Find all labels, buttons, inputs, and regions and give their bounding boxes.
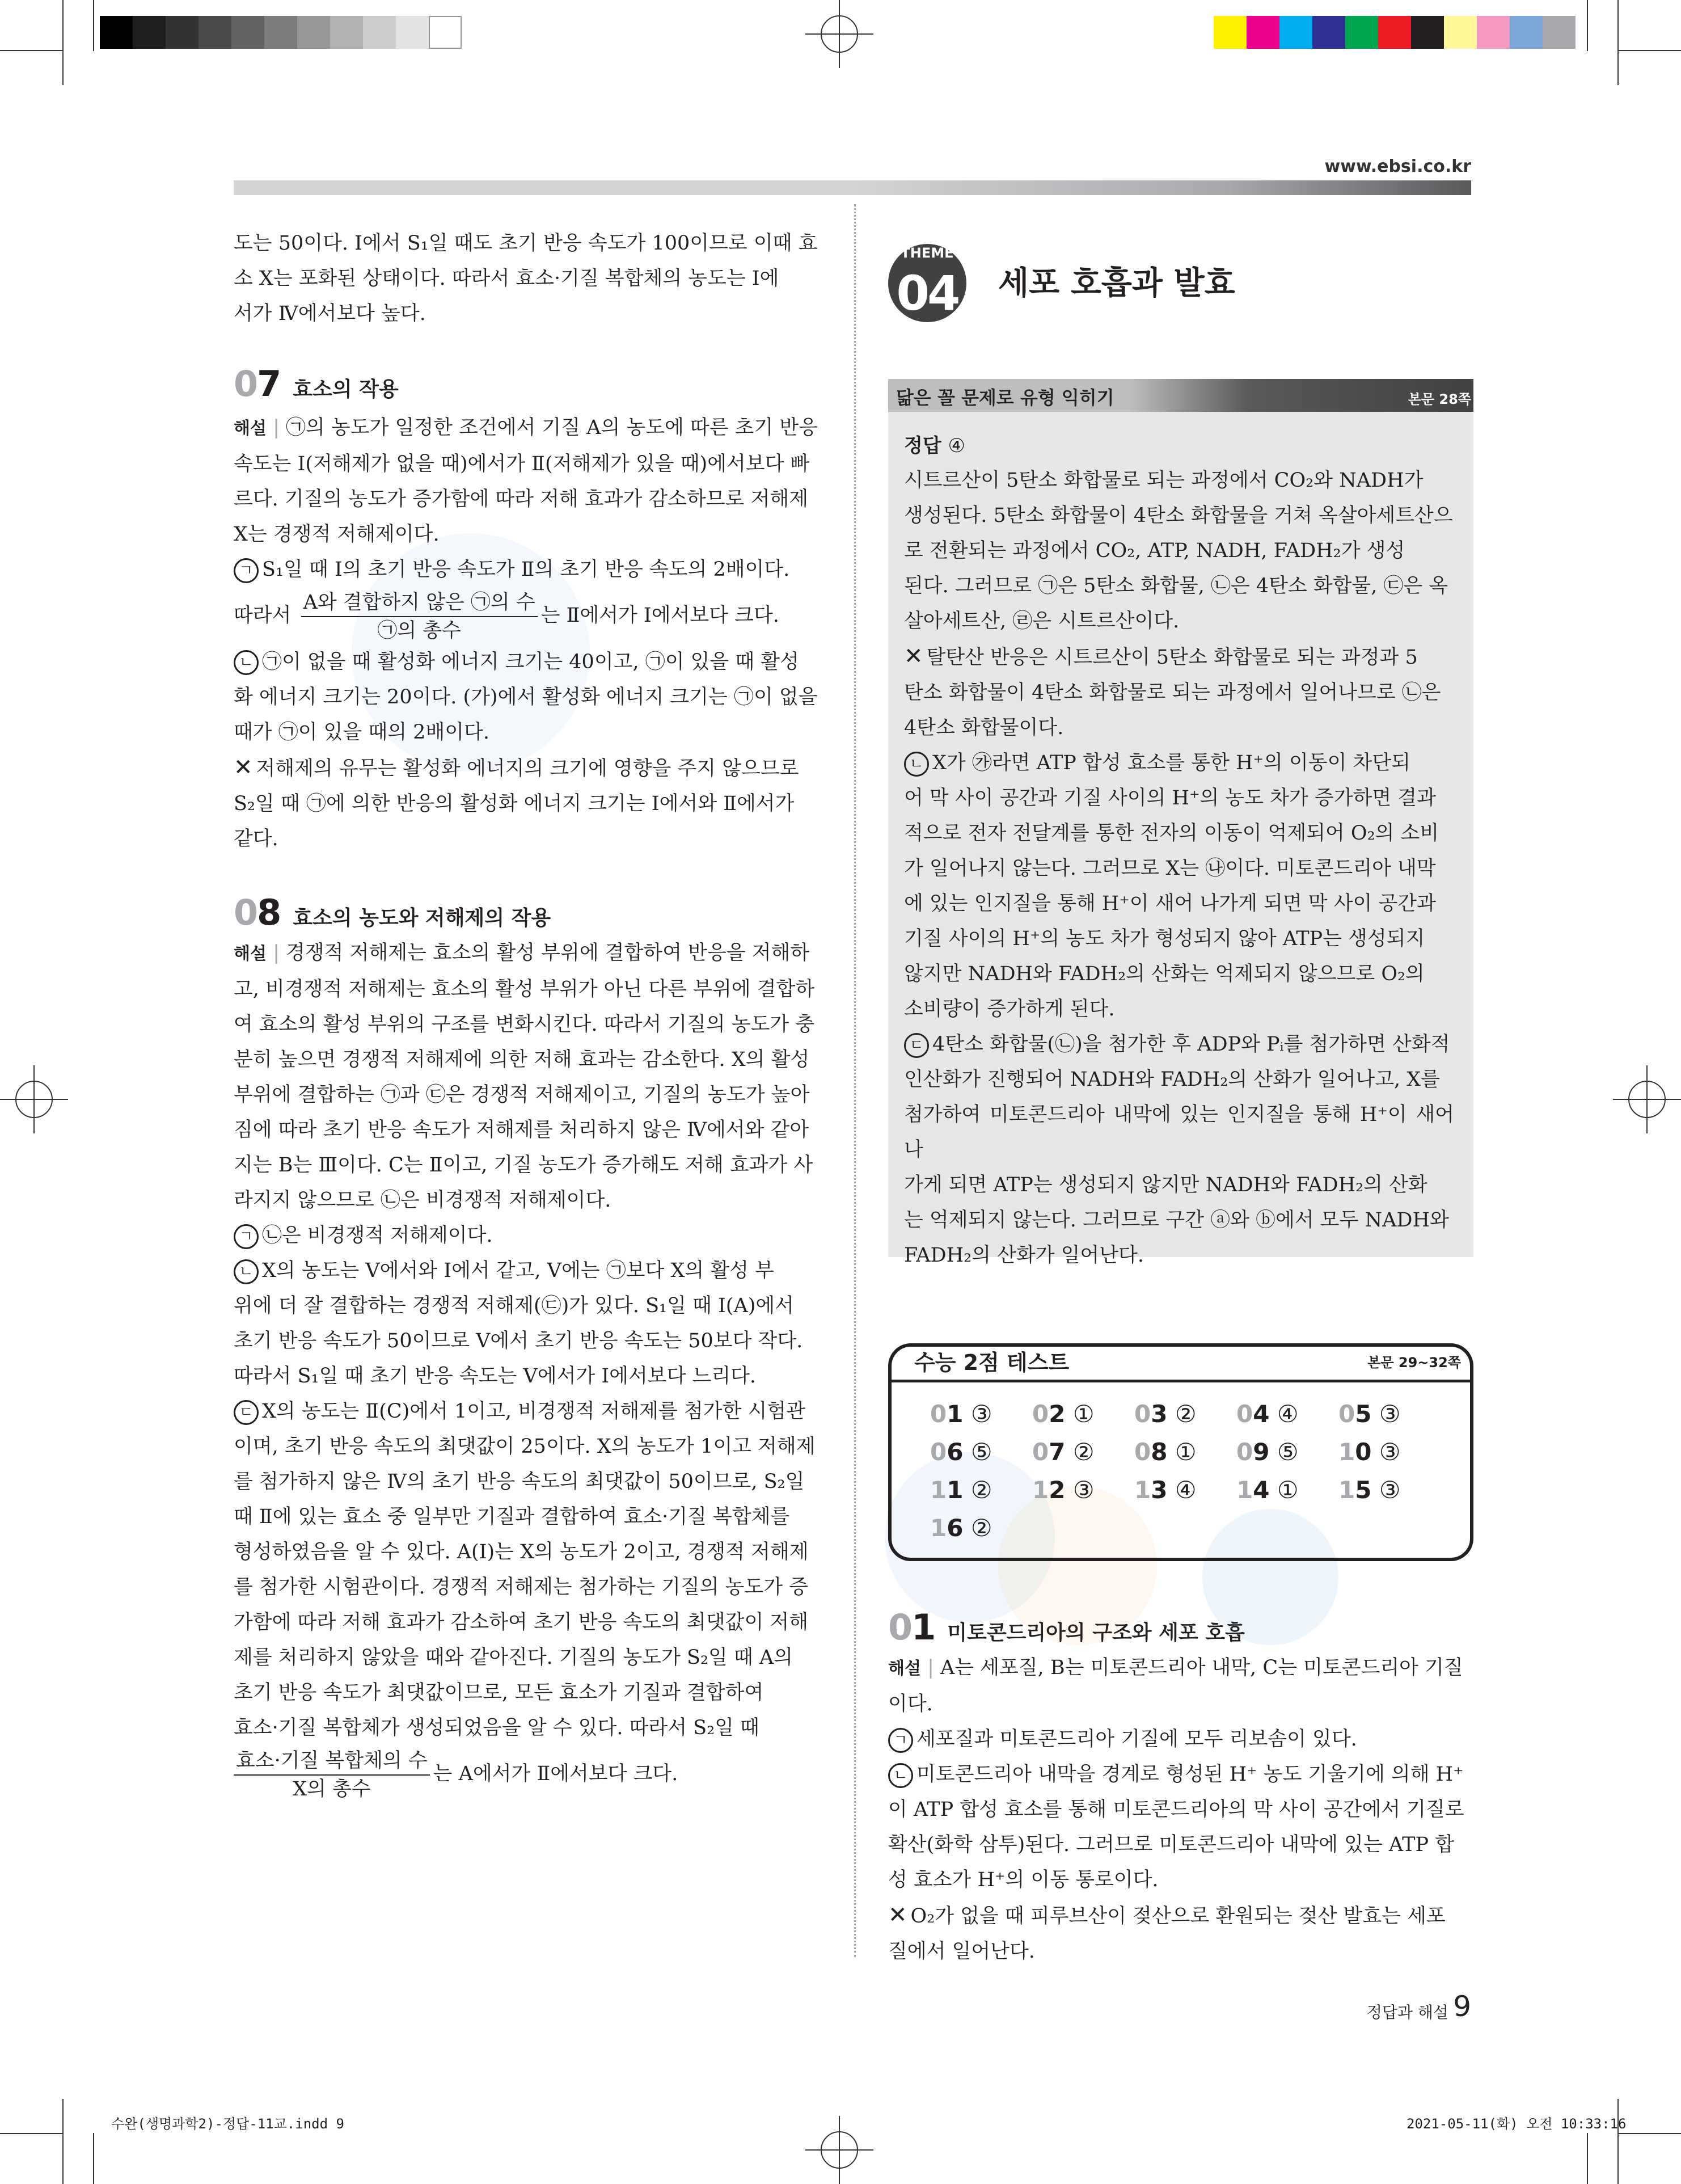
similar-problem-page-ref: 본문 28쪽 bbox=[1408, 391, 1471, 407]
wrong-mark-icon: ✕ bbox=[904, 643, 923, 669]
explanation-line: 라지지 않으므로 ㉡은 비경쟁적 저해제이다. bbox=[234, 1189, 611, 1212]
choice-mark: ㄷ bbox=[234, 1400, 259, 1425]
explanation-line: 이다. bbox=[888, 1693, 933, 1715]
answer-choice: ② bbox=[970, 1514, 992, 1542]
fraction: $\frac{\text{효소·기질 복합체의 수}}{\text{X의 총수}}$ bbox=[234, 1747, 430, 1803]
registration-mark-left bbox=[0, 1065, 68, 1133]
answer-number: 15 bbox=[1338, 1476, 1372, 1504]
answer-number: 02 bbox=[1032, 1400, 1066, 1428]
answer-number: 13 bbox=[1134, 1476, 1168, 1504]
choice-text: 이며, 초기 반응 속도의 최댓값이 25이다. X의 농도가 1이고 저해제 bbox=[234, 1435, 816, 1458]
choice-text: 탄소 화합물이 4탄소 화합물로 되는 과정에서 일어나므로 ㉡은 bbox=[904, 681, 1441, 704]
answer-choice: ② bbox=[1175, 1400, 1197, 1428]
choice-mark: ㄴ bbox=[234, 650, 259, 675]
choice-text: 초기 반응 속도가 최댓값이므로, 모든 효소가 기질과 결합하여 bbox=[234, 1681, 764, 1704]
choice-text: X의 농도는 Ⅱ(C)에서 1이고, 비경쟁적 저해제를 첨가한 시험관 bbox=[262, 1400, 805, 1423]
choice-text: 화 에너지 크기는 20이다. (가)에서 활성화 에너지 크기는 ㉠이 없을 bbox=[234, 685, 818, 709]
explanation-line: 르다. 기질의 농도가 증가함에 따라 저해 효과가 감소하므로 저해제 bbox=[234, 488, 809, 511]
choice-text: 초기 반응 속도가 50이므로 Ⅴ에서 초기 반응 속도는 50보다 작다. bbox=[234, 1330, 803, 1352]
choice-text: 첨가하여 미토콘드리아 내막에 있는 인지질을 통해 H⁺이 새어 나 bbox=[904, 1103, 1454, 1161]
similar-problem-body bbox=[904, 429, 1454, 1273]
choice-text: 를 첨가하지 않은 Ⅳ의 초기 반응 속도의 최댓값이 50이므로, S₂일 bbox=[234, 1470, 805, 1493]
solution-line: 된다. 그러므로 ㉠은 5탄소 화합물, ㉡은 4탄소 화합물, ㉢은 옥 bbox=[904, 575, 1448, 597]
choice-text: 는 A에서가 Ⅱ에서보다 크다. bbox=[433, 1763, 678, 1785]
registration-mark-right bbox=[1613, 1065, 1681, 1133]
solution-line: 생성된다. 5탄소 화합물이 4탄소 화합물을 거쳐 옥살아세트산으 bbox=[904, 504, 1453, 527]
explanation-line: 분히 높으면 경쟁적 저해제에 의한 저해 효과는 감소한다. X의 활성 bbox=[234, 1048, 810, 1071]
answer-cell bbox=[1338, 1400, 1441, 1428]
choice-mark: ㄱ bbox=[888, 1728, 913, 1753]
choice-text: 에 있는 인지질을 통해 H⁺이 새어 나가게 되면 막 사이 공간과 bbox=[904, 892, 1436, 915]
question-title: 효소의 농도와 저해제의 작용 bbox=[293, 907, 551, 930]
registration-mark-top bbox=[805, 0, 873, 68]
column-separator bbox=[854, 204, 856, 1957]
page-number: 9 bbox=[1453, 1990, 1471, 2023]
question-number: 07 bbox=[234, 363, 281, 404]
answer-choice: ① bbox=[1277, 1476, 1299, 1504]
choice-text: 4탄소 화합물(㉡)을 첨가한 후 ADP와 Pᵢ를 첨가하면 산화적 bbox=[932, 1033, 1450, 1056]
choice-mark: ㄱ bbox=[234, 558, 259, 583]
answer-key-grid bbox=[930, 1400, 1441, 1542]
choice-text: 미토콘드리아 내막을 경계로 형성된 H⁺ 농도 기울기에 의해 H⁺ bbox=[916, 1763, 1464, 1786]
answer-choice: ① bbox=[1072, 1400, 1095, 1428]
intro-line: 소 X는 포화된 상태이다. 따라서 효소·기질 복합체의 농도는 Ⅰ에 bbox=[234, 267, 779, 290]
explanation-line: 부위에 결합하는 ㉠과 ㉢은 경쟁적 저해제이고, 기질의 농도가 높아 bbox=[234, 1083, 810, 1106]
answer-number: 12 bbox=[1032, 1476, 1066, 1504]
registration-mark-bottom bbox=[805, 2116, 873, 2184]
solution-line: 살아세트산, ㉣은 시트르산이다. bbox=[904, 610, 1180, 633]
answer-cell bbox=[1236, 1438, 1338, 1466]
answer-cell bbox=[930, 1514, 1032, 1542]
answer-number: 01 bbox=[930, 1400, 964, 1428]
choice-text: 기질 사이의 H⁺의 농도 차가 형성되지 않아 ATP는 생성되지 bbox=[904, 927, 1425, 950]
answer-choice: ③ bbox=[1379, 1400, 1401, 1428]
answer-cell bbox=[930, 1400, 1032, 1428]
answer-cell bbox=[1134, 1400, 1236, 1428]
choice-text: 성 효소가 H⁺의 이동 통로이다. bbox=[888, 1869, 1159, 1891]
answer-choice: ② bbox=[1072, 1438, 1095, 1466]
choice-text: O₂가 없을 때 피루브산이 젖산으로 환원되는 젖산 발효는 세포 bbox=[910, 1905, 1446, 1928]
explanation-line: X는 경쟁적 저해제이다. bbox=[234, 523, 440, 546]
explanation-tag: 해설 bbox=[234, 944, 267, 964]
choice-text: FADH₂의 산화가 일어난다. bbox=[904, 1244, 1144, 1267]
answer-number: 09 bbox=[1236, 1438, 1270, 1466]
answer-key-title: 수능 2점 테스트 bbox=[914, 1350, 1070, 1375]
answer-value: ④ bbox=[948, 435, 966, 457]
choice-text: 는 억제되지 않는다. 그러므로 구간 ⓐ와 ⓑ에서 모두 NADH와 bbox=[904, 1209, 1449, 1232]
header-bar-left bbox=[234, 180, 858, 195]
choice-text: ㉠이 없을 때 활성화 에너지 크기는 40이고, ㉠이 있을 때 활성 bbox=[262, 650, 799, 673]
answer-cell bbox=[1338, 1476, 1441, 1504]
answer-choice: ② bbox=[970, 1476, 992, 1504]
question-01-heading bbox=[888, 1607, 1473, 1648]
choice-text: 때 Ⅱ에 있는 효소 중 일부만 기질과 결합하여 효소·기질 복합체를 bbox=[234, 1506, 790, 1528]
explanation-line: 여 효소의 활성 부위의 구조를 변화시킨다. 따라서 기질의 농도가 충 bbox=[234, 1013, 815, 1036]
left-intro bbox=[234, 226, 820, 331]
choice-text: 효소·기질 복합체가 생성되었음을 알 수 있다. 따라서 S₂일 때 bbox=[234, 1717, 759, 1739]
choice-text: 적으로 전자 전달계를 통한 전자의 이동이 억제되어 O₂의 소비 bbox=[904, 822, 1439, 845]
answer-number: 04 bbox=[1236, 1400, 1270, 1428]
intro-line: 도는 50이다. Ⅰ에서 S₁일 때도 초기 반응 속도가 100이므로 이때 효 bbox=[234, 232, 818, 255]
answer-number: 05 bbox=[1338, 1400, 1372, 1428]
explanation-line: A는 세포질, B는 미토콘드리아 내막, C는 미토콘드리아 기질 bbox=[940, 1656, 1463, 1679]
explanation-line: ㉠의 농도가 일정한 조건에서 기질 A의 농도에 따른 초기 반응 bbox=[286, 416, 818, 439]
answer-choice: ③ bbox=[1379, 1476, 1401, 1504]
answer-cell bbox=[1338, 1438, 1441, 1466]
answer-choice: ⑤ bbox=[1277, 1438, 1299, 1466]
choice-text: 질에서 일어난다. bbox=[888, 1940, 1035, 1963]
answer-cell bbox=[1134, 1438, 1236, 1466]
explanation-tag: 해설 bbox=[888, 1659, 921, 1679]
answer-number: 14 bbox=[1236, 1476, 1270, 1504]
answer-cell bbox=[1032, 1476, 1134, 1504]
answer-number: 06 bbox=[930, 1438, 964, 1466]
theme-number: 04 bbox=[896, 265, 958, 321]
answer-choice: ③ bbox=[1379, 1438, 1401, 1466]
answer-number: 03 bbox=[1134, 1400, 1168, 1428]
explanation-line: 경쟁적 저해제는 효소의 활성 부위에 결합하여 반응을 저해하 bbox=[286, 942, 810, 964]
question-title: 미토콘드리아의 구조와 세포 호흡 bbox=[947, 1621, 1245, 1645]
answer-number: 07 bbox=[1032, 1438, 1066, 1466]
question-number: 08 bbox=[234, 892, 281, 933]
choice-mark: ㄴ bbox=[904, 752, 929, 777]
explanation-line: 짐에 따라 초기 반응 속도가 저해제를 처리하지 않은 Ⅳ에서와 같아 bbox=[234, 1119, 809, 1141]
choice-mark: ㄱ bbox=[234, 1224, 259, 1249]
question-number: 01 bbox=[888, 1607, 935, 1648]
wrong-mark-icon: ✕ bbox=[888, 1902, 907, 1928]
answer-cell bbox=[1032, 1400, 1134, 1428]
answer-choice: ③ bbox=[1072, 1476, 1095, 1504]
intro-line: 서가 Ⅳ에서보다 높다. bbox=[234, 302, 426, 325]
choice-text: S₁일 때 Ⅰ의 초기 반응 속도가 Ⅱ의 초기 반응 속도의 2배이다. bbox=[262, 558, 790, 581]
choice-text: 따라서 bbox=[234, 604, 292, 627]
choice-text: 가게 되면 ATP는 생성되지 않지만 NADH와 FADH₂의 산화 bbox=[904, 1174, 1427, 1196]
theme-label: THEME bbox=[901, 245, 954, 261]
question-title: 효소의 작용 bbox=[293, 378, 399, 401]
answer-number: 11 bbox=[930, 1476, 964, 1504]
explanation-tag: 해설 bbox=[234, 419, 267, 439]
answer-cell bbox=[930, 1438, 1032, 1466]
choice-text: 가 일어나지 않는다. 그러므로 X는 ㉯이다. 미토콘드리아 내막 bbox=[904, 857, 1436, 880]
choice-text: 세포질과 미토콘드리아 기질에 모두 리보솜이 있다. bbox=[916, 1728, 1357, 1751]
answer-cell bbox=[930, 1476, 1032, 1504]
print-timestamp: 2021-05-11(화) 오전 10:33:16 bbox=[1407, 2116, 1627, 2132]
answer-label: 정답 bbox=[904, 435, 941, 457]
choice-text: 저해제의 유무는 활성화 에너지의 크기에 영향을 주지 않으므로 bbox=[256, 757, 799, 780]
choice-text: 탈탄산 반응은 시트르산이 5탄소 화합물로 되는 과정과 5 bbox=[926, 646, 1418, 669]
choice-text: X의 농도는 Ⅴ에서와 Ⅰ에서 같고, Ⅴ에는 ㉠보다 X의 활성 부 bbox=[262, 1259, 774, 1282]
answer-choice: ① bbox=[1175, 1438, 1197, 1466]
wrong-mark-icon: ✕ bbox=[234, 754, 253, 781]
choice-text: 이 ATP 합성 효소를 통해 미토콘드리아의 막 사이 공간에서 기질로 bbox=[888, 1798, 1464, 1821]
question-08: 08 효소의 농도와 저해제의 작용 해설 | 경쟁적 저해제는 효소의 활성 부위에 결합하여 반응을 저해하 고, 비경쟁적 저해제는 효소의 활성 부위가 아닌 다른 부위에 결합하 여 효소의 활성 부위의 구조를 변화시킨다. 따라서 기질의 농도가 충 분히 높으면 경쟁적 저해제에 의한 저해 효과는 감소한다. X의 활성 부위에 결합하는 ㉠과 ㉢은 경쟁적 저해제이고, 기질의 농도가 높아 짐에 따라 초기 반응 속도가 저해제를 처리하지 않은 Ⅳ에서와 같아 지는 B는 Ⅲ이다. C는 Ⅱ이고, 기질 농도가 증가해도 저해 효과가 사 라지지 않으므로 ㉡은 비경쟁적 저해제이다. ㄱ ㉡은 비경쟁적 저해제이다. ㄴ X의 농도는 Ⅴ에서와 Ⅰ에서 같고, Ⅴ에는 ㉠보다 X의 활성 부 위에 더 잘 결합하는 경쟁적 저해제(㉢)가 있다. S₁일 때 Ⅰ(A)에서 초기 반응 속도가 50이므로 Ⅴ에서 초기 반응 속도는 50보다 작다. 따라서 S₁일 때 초기 반응 속도는 Ⅴ에서가 Ⅰ에서보다 느리다. ㄷ X의 농도는 Ⅱ(C)에서 1이고, 비경쟁적 저해제를 첨가한 시험관 이며, 초기 반응 속도의 최댓값이 25이다. X의 농도가 1이고 저해제 를 첨가하지 않은 Ⅳ의 초기 반응 속도의 최댓값이 50이므로, S₂일 때 Ⅱ에 있는 효소 중 일부만 기질과 결합하여 효소·기질 복합체를 형성하였음을 알 수 있다. A(Ⅰ)는 X의 농도가 2이고, 경쟁적 저해제 를 첨가한 시험관이다. 경쟁적 저해제는 첨가하는 기질의 농도가 증 가함에 따라 저해 효과가 감소하여 초기 반응 속도의 최댓값이 저해 제를 처리하지 않았을 때와 같아진다. 기질의 농도가 S₂일 때 A의 초기 반응 속도가 최댓값이므로, 모든 효소가 기질과 결합하여 효소·기질 복합체가 생성되었음을 알 수 있다. 따라서 S₂일 때 $\frac{\text{효소·기질 복합체의 수}}{\text{X의 총수}}$ 는 A에서가 Ⅱ에서보다 크다. bbox=[234, 892, 820, 1803]
choice-text: 어 막 사이 공간과 기질 사이의 H⁺의 농도 차가 증가하면 결과 bbox=[904, 787, 1436, 809]
choice-text: 4탄소 화합물이다. bbox=[904, 716, 1064, 739]
answer-choice: ④ bbox=[1175, 1476, 1197, 1504]
choice-text: 제를 처리하지 않았을 때와 같아진다. 기질의 농도가 S₂일 때 A의 bbox=[234, 1646, 793, 1669]
choice-text: 형성하였음을 알 수 있다. A(Ⅰ)는 X의 농도가 2이고, 경쟁적 저해제 bbox=[234, 1541, 809, 1563]
answer-key-divider bbox=[892, 1380, 1470, 1382]
choice-text: X가 ㉮라면 ATP 합성 효소를 통한 H⁺의 이동이 차단되 bbox=[932, 752, 1410, 774]
fraction: $\frac{\text{A와 결합하지 않은 ㉠의 수}}{\text{㉠의 총수}}$ bbox=[301, 589, 538, 644]
explanation-line: 속도는 Ⅰ(저해제가 없을 때)에서가 Ⅱ(저해제가 있을 때)에서보다 빠 bbox=[234, 453, 810, 475]
answer-cell bbox=[1236, 1476, 1338, 1504]
question-08-heading bbox=[234, 892, 820, 933]
choice-text: 는 Ⅱ에서가 Ⅰ에서보다 크다. bbox=[540, 604, 779, 627]
footer-label: 정답과 해설 bbox=[1366, 2003, 1448, 2022]
question-01: 01 미토콘드리아의 구조와 세포 호흡 해설 | A는 세포질, B는 미토콘드리아 내막, C는 미토콘드리아 기질 이다. ㄱ 세포질과 미토콘드리아 기질에 모두 리보솜이 있다. ㄴ 미토콘드리아 내막을 경계로 형성된 H⁺ 농도 기울기에 의해 H⁺ 이 ATP 합성 효소를 통해 미토콘드리아의 막 사이 공간에서 기질로 확산(화학 삼투)된다. 그러므로 미토콘드리아 내막에 있는 ATP 합 성 효소가 H⁺의 이동 통로이다. ✕ O₂가 없을 때 피루브산이 젖산으로 환원되는 젖산 발효는 세포 질에서 일어난다. bbox=[888, 1607, 1473, 1969]
choice-text: 가함에 따라 저해 효과가 감소하여 초기 반응 속도의 최댓값이 저해 bbox=[234, 1611, 809, 1634]
answer-cell bbox=[1236, 1400, 1338, 1428]
solution-line: 로 전환되는 과정에서 CO₂, ATP, NADH, FADH₂가 생성 bbox=[904, 539, 1405, 562]
choice-mark: ㄴ bbox=[888, 1763, 913, 1788]
site-url: www.ebsi.co.kr bbox=[1324, 157, 1471, 176]
similar-problem-title: 닮은 꼴 문제로 유형 익히기 bbox=[896, 387, 1114, 408]
answer-number: 08 bbox=[1134, 1438, 1168, 1466]
choice-text: 확산(화학 삼투)된다. 그러므로 미토콘드리아 내막에 있는 ATP 합 bbox=[888, 1833, 1455, 1856]
choice-text: S₂일 때 ㉠에 의한 반응의 활성화 에너지 크기는 Ⅰ에서와 Ⅱ에서가 bbox=[234, 792, 795, 815]
header-bar-right bbox=[858, 180, 1471, 195]
choice-text: 같다. bbox=[234, 827, 278, 850]
answer-choice: ④ bbox=[1277, 1400, 1299, 1428]
choice-text: 를 첨가한 시험관이다. 경쟁적 저해제는 첨가하는 기질의 농도가 증 bbox=[234, 1576, 809, 1599]
solution-line: 시트르산이 5탄소 화합물로 되는 과정에서 CO₂와 NADH가 bbox=[904, 469, 1424, 492]
file-slug: 수완(생명과학2)-정답-11교.indd 9 bbox=[111, 2116, 344, 2132]
answer-cell bbox=[1134, 1476, 1236, 1504]
answer-number: 10 bbox=[1338, 1438, 1372, 1466]
choice-text: 때가 ㉠이 있을 때의 2배이다. bbox=[234, 720, 489, 744]
choice-mark: ㄷ bbox=[904, 1033, 929, 1058]
question-07-heading bbox=[234, 363, 820, 404]
answer-choice: ⑤ bbox=[970, 1438, 992, 1466]
choice-text: 인산화가 진행되어 NADH와 FADH₂의 산화가 일어나고, X를 bbox=[904, 1068, 1440, 1091]
answer-cell bbox=[1032, 1438, 1134, 1466]
theme-title: 세포 호흡과 발효 bbox=[998, 265, 1235, 302]
choice-text: ㉡은 비경쟁적 저해제이다. bbox=[262, 1224, 493, 1247]
answer-choice: ③ bbox=[970, 1400, 992, 1428]
question-07: 07 효소의 작용 해설 | ㉠의 농도가 일정한 조건에서 기질 A의 농도에 따른 초기 반응 속도는 Ⅰ(저해제가 없을 때)에서가 Ⅱ(저해제가 있을 때)에서보다 빠 르다. 기질의 농도가 증가함에 따라 저해 효과가 감소하므로 저해제 X는 경쟁적 저해제이다. ㄱ S₁일 때 Ⅰ의 초기 반응 속도가 Ⅱ의 초기 반응 속도의 2배이다. 따라서 $\frac{\text{A와 결합하지 않은 ㉠의 수}}{\text{㉠의 총수}}$ 는 Ⅱ에서가 Ⅰ에서보다 크다. ㄴ ㉠이 없을 때 활성화 에너지 크기는 40이고, ㉠이 있을 때 활성 화 에너지 크기는 20이다. (가)에서 활성화 에너지 크기는 ㉠이 없을 때가 ㉠이 있을 때의 2배이다. ✕ 저해제의 유무는 활성화 에너지의 크기에 영향을 주지 않으므로 S₂일 때 ㉠에 의한 반응의 활성화 에너지 크기는 Ⅰ에서와 Ⅱ에서가 같다. bbox=[234, 363, 820, 857]
choice-text: 소비량이 증가하게 된다. bbox=[904, 998, 1115, 1021]
explanation-line: 지는 B는 Ⅲ이다. C는 Ⅱ이고, 기질 농도가 증가해도 저해 효과가 사 bbox=[234, 1154, 813, 1177]
choice-mark: ㄴ bbox=[234, 1259, 259, 1284]
choice-text: 않지만 NADH와 FADH₂의 산화는 억제되지 않으므로 O₂의 bbox=[904, 963, 1425, 985]
choice-text: 따라서 S₁일 때 초기 반응 속도는 Ⅴ에서가 Ⅰ에서보다 느리다. bbox=[234, 1365, 757, 1388]
answer-key-page-ref: 본문 29~32쪽 bbox=[1367, 1355, 1461, 1371]
answer-number: 16 bbox=[930, 1514, 964, 1542]
choice-text: 위에 더 잘 결합하는 경쟁적 저해제(㉢)가 있다. S₁일 때 Ⅰ(A)에서 bbox=[234, 1295, 794, 1317]
explanation-line: 고, 비경쟁적 저해제는 효소의 활성 부위가 아닌 다른 부위에 결합하 bbox=[234, 978, 815, 1001]
